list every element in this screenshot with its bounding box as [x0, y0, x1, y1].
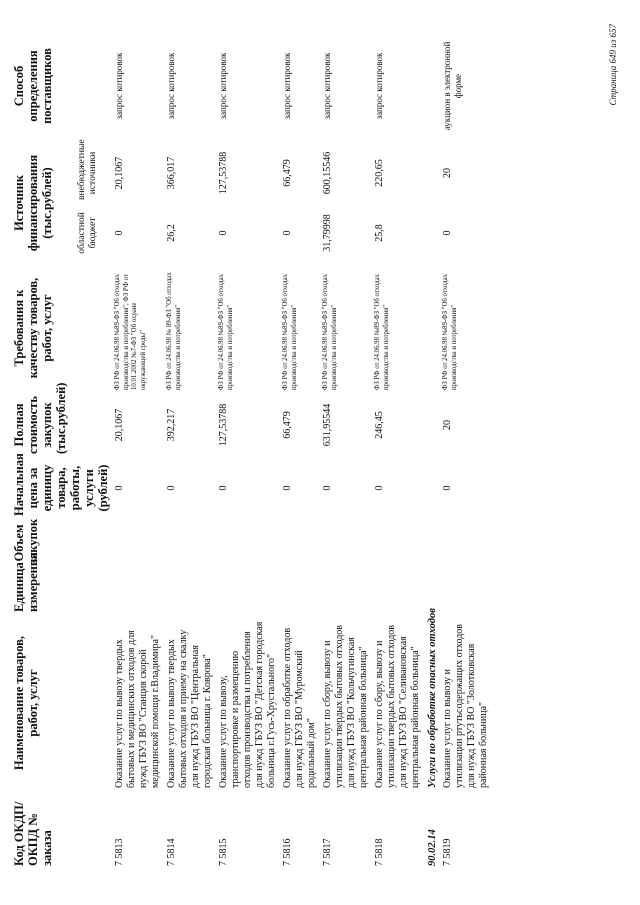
row-name: Оказание услуг по обработке отходов для нужд ГБУЗ ВО "Муромский родильный дом" — [282, 627, 317, 788]
row-code: 7 5814 — [166, 838, 177, 866]
row-extra: 20,1067 — [114, 156, 125, 190]
row-price: 0 — [374, 485, 385, 491]
row-method: запрос котировок — [322, 52, 332, 120]
row-method: аукцион в электронной форме — [442, 41, 463, 131]
row-unit — [372, 567, 424, 615]
row-method: запрос котировок — [166, 52, 176, 120]
header-unit: Единица измерения — [12, 552, 40, 612]
page-number: Страница 649 из 657 — [608, 24, 618, 106]
row-code: 7 5813 — [114, 838, 125, 866]
row-requirements: ФЗ РФ от 24.06.98 №89-ФЗ "Об отходах производства и потребления" — [442, 273, 458, 390]
row-extra: 366,017 — [166, 156, 177, 190]
row-price: 0 — [322, 485, 333, 491]
row-name: Оказание услуг по вывозу и утилизации ртутьсодержащих отходов для нужд ГБУЗ ВО "Золотковская районная больница" — [442, 624, 489, 788]
row-name: Оказание услуг по вывозу, транспортировке и размещению отходов производства и потребления для нужд ГБУЗ ВО "Детская городская больница г.Гусь-Хрустального" — [218, 621, 277, 788]
header-source: Источник финансирования (тыс.рублей) — [12, 154, 54, 252]
row-regional: 26,2 — [166, 224, 177, 242]
row-price: 0 — [218, 485, 229, 491]
header-code: Код ОКДП/ ОКПД № заказа — [12, 801, 54, 866]
row-unit — [320, 567, 372, 615]
row-total: 392,217 — [166, 408, 177, 442]
row-volume — [440, 519, 492, 567]
row-regional: 0 — [442, 230, 453, 236]
header-source-regional: областной бюджет — [77, 212, 99, 254]
row-regional: 0 — [218, 230, 229, 236]
header-requirements: Требования к качеству товаров, работ, услуг — [12, 277, 54, 379]
row-regional: 0 — [282, 230, 293, 236]
row-price: 0 — [166, 485, 177, 491]
row-unit — [164, 567, 216, 615]
row-total: 127,53788 — [218, 403, 229, 447]
row-price: 0 — [282, 485, 293, 491]
row-extra: 20 — [442, 168, 453, 178]
row-total: 631,95544 — [322, 403, 333, 447]
table-header-row — [10, 29, 75, 869]
row-unit — [112, 567, 164, 615]
row-volume — [112, 519, 164, 567]
row-unit — [216, 567, 280, 615]
table-row — [216, 29, 280, 869]
row-volume — [216, 519, 280, 567]
row-code: 7 5819 — [442, 838, 453, 866]
header-volume: Объем закупок — [12, 518, 40, 564]
row-total: 20 — [442, 420, 453, 430]
row-name: Оказание услуг по вывозу твердых бытовых и медицинских отходов для нужд ГБУЗ ВО "Станция скорой медицинской помощи г.Владимира" — [114, 630, 161, 788]
row-extra: 66,479 — [282, 159, 293, 187]
row-extra: 600,15546 — [322, 151, 333, 195]
row-method: запрос котировок — [282, 52, 292, 120]
row-extra: 127,53788 — [218, 151, 229, 195]
row-total: 246,45 — [374, 411, 385, 439]
row-method: запрос котировок — [218, 52, 228, 120]
header-price: Начальная цена за единицу товара, работы, услуги (рублей) — [12, 453, 110, 516]
row-total: 20,1067 — [114, 408, 125, 442]
header-total: Полная стоимость закупок (тыс.рублей) — [12, 382, 68, 454]
row-requirements: ФЗ РФ от 24.06.98 №89-ФЗ "Об отходах производства и потребления" — [374, 273, 390, 390]
row-code: 7 5817 — [322, 838, 333, 866]
row-name: Оказание услуг по сбору, вывозу и утилизации твердых бытовых отходов для нужд ГБУЗ ВО "Селивановская центральная районная больница" — [374, 624, 421, 788]
row-regional: 0 — [114, 230, 125, 236]
group-code: 90.02.14 — [427, 829, 438, 866]
row-volume — [280, 519, 320, 567]
row-method: запрос котировок — [374, 52, 384, 120]
row-name: Оказание услуг по вывозу твердых бытовых отходов и приему на свалку для нужд ГБУЗ ВО "Центральная городская больница г. Коврова" — [166, 629, 213, 788]
table-row — [372, 29, 424, 869]
row-code: 7 5818 — [374, 838, 385, 866]
row-method: запрос котировок — [114, 52, 124, 120]
row-extra: 220,65 — [374, 159, 385, 187]
row-code: 7 5815 — [218, 838, 229, 866]
row-price: 0 — [442, 485, 453, 491]
row-regional: 25,8 — [374, 224, 385, 242]
row-price: 0 — [114, 485, 125, 491]
row-unit — [280, 567, 320, 615]
row-requirements: ФЗ РФ от 24.06.98 №89-ФЗ "Об отходах производства и потребления" — [282, 273, 298, 390]
header-method: Способ определения поставщиков — [12, 48, 54, 124]
row-total: 66,479 — [282, 411, 293, 439]
row-unit — [440, 567, 492, 615]
row-regional: 31,79998 — [322, 214, 333, 252]
group-row — [424, 29, 440, 869]
group-title: Услуги по обработке опасных отходов — [427, 608, 438, 788]
table-row — [280, 29, 320, 869]
row-requirements: ФЗ РФ от 24.06.98 № 89-ФЗ "Об отходах производства и потребления" — [166, 272, 182, 390]
row-volume — [320, 519, 372, 567]
row-requirements: ФЗ РФ от 24.06.98 №89-ФЗ "Об отходах производства и потребления" — [322, 273, 338, 390]
table-row — [440, 29, 492, 869]
row-volume — [164, 519, 216, 567]
header-source-extra: внебюджетные источники — [77, 139, 99, 200]
table-row — [112, 29, 164, 869]
procurement-table — [10, 29, 492, 869]
table-row — [164, 29, 216, 869]
row-requirements: ФЗ РФ от 24.06.98 №89-ФЗ "Об отходах производства и потребления" — [218, 273, 234, 390]
table-row — [320, 29, 372, 869]
row-requirements: ФЗ РФ от 24.06.98 №89-ФЗ "Об отходах производства и потребления", ФЗ РФ от 10.01.2002 №7-ФЗ "Об охране окружающей среды" — [114, 273, 147, 390]
row-name: Оказание услуг по сбору, вывозу и утилизации твердых бытовых отходов для нужд ГБУЗ ВО "Кольчугинская центральная районная больница" — [322, 624, 369, 788]
row-volume — [372, 519, 424, 567]
header-name: Наименование товаров, работ, услуг — [12, 635, 40, 771]
row-code: 7 5816 — [282, 838, 293, 866]
